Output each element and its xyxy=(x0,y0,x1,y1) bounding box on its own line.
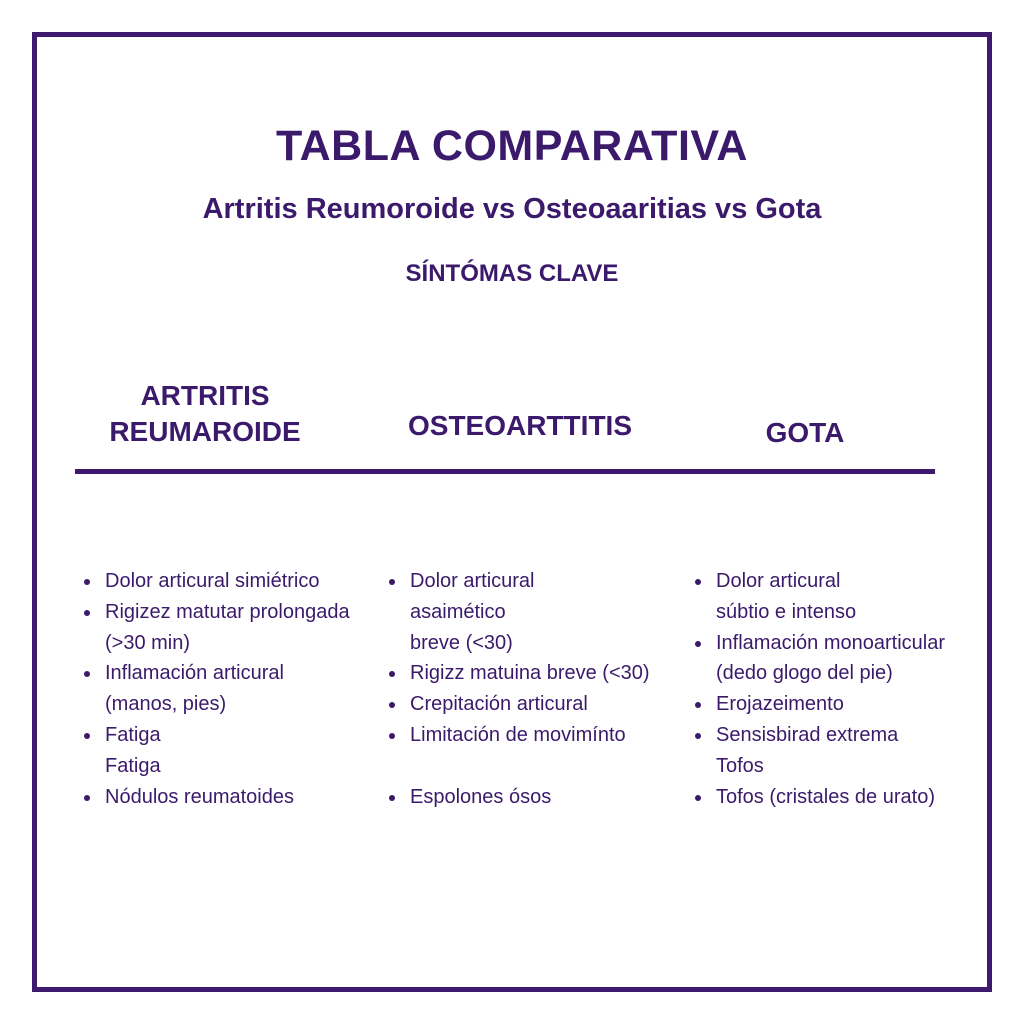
list-item: Dolor articural simiétrico xyxy=(82,566,382,597)
list-item: Erojazeimento xyxy=(693,689,993,720)
bullet-icon xyxy=(84,795,90,801)
page-subtitle: Artritis Reumoroide vs Osteoaaritias vs Gota xyxy=(202,193,822,225)
bullet-icon xyxy=(389,795,395,801)
bullet-icon xyxy=(389,671,395,677)
list-item: Rigizez matutar prolongada xyxy=(82,597,382,628)
column-header-line: GOTA xyxy=(765,417,845,448)
list-item-continuation: (dedo glogo del pie) xyxy=(716,662,893,685)
header-divider xyxy=(75,469,935,474)
column-header-line: REUMAROIDE xyxy=(109,416,301,447)
symptom-list-artritis-reumatoide xyxy=(82,566,382,812)
bullet-icon xyxy=(389,733,395,739)
list-item-continuation: súbtio e intenso xyxy=(716,600,857,623)
list-item: Crepitación articural xyxy=(387,689,687,720)
bullet-icon xyxy=(389,702,395,708)
list-item: Tofos (cristales de urato) xyxy=(693,782,993,813)
list-item-continuation: (>30 min) xyxy=(105,631,191,654)
page-title: TABLA COMPARATIVA xyxy=(276,122,748,170)
bullet-icon xyxy=(389,579,395,585)
bullet-icon xyxy=(84,671,90,677)
page-border-frame xyxy=(32,32,992,992)
list-item: Sensisbirad extrema xyxy=(693,720,993,751)
list-item: Inflamación articural xyxy=(82,658,382,689)
list-item: Dolor articural xyxy=(387,566,687,597)
list-item-continuation: Tofos xyxy=(716,754,764,777)
list-item: Espolones ósos xyxy=(387,782,687,813)
bullet-icon xyxy=(84,610,90,616)
column-header-gota xyxy=(720,415,890,451)
list-item: Inflamación monoarticular xyxy=(693,628,993,659)
bullet-icon xyxy=(695,795,701,801)
list-item-continuation: (manos, pies) xyxy=(105,693,227,716)
bullet-icon xyxy=(695,702,701,708)
column-header-line: ARTRITIS xyxy=(140,380,270,411)
bullet-icon xyxy=(84,733,90,739)
bullet-icon xyxy=(695,579,701,585)
bullet-icon xyxy=(695,733,701,739)
list-item-continuation: asaimético xyxy=(410,600,506,623)
list-spacer xyxy=(387,751,687,782)
bullet-icon xyxy=(695,641,701,647)
column-header-artritis-reumatoide xyxy=(90,378,320,450)
list-item: Dolor articural xyxy=(693,566,993,597)
symptom-list-osteoartritis xyxy=(387,566,687,812)
section-heading: SÍNTÓMAS CLAVE xyxy=(405,260,619,287)
list-item: Fatiga xyxy=(82,720,382,751)
list-item-continuation: breve (<30) xyxy=(410,631,513,654)
list-item: Nódulos reumatoides xyxy=(82,782,382,813)
list-item-continuation: Fatiga xyxy=(105,754,161,777)
column-header-line: OSTEOARTTITIS xyxy=(408,410,632,441)
symptom-list-gota xyxy=(693,566,993,812)
column-header-osteoartritis xyxy=(395,408,645,444)
bullet-icon xyxy=(84,579,90,585)
list-item: Rigizz matuina breve (<30) xyxy=(387,658,687,689)
list-item: Limitación de movimínto xyxy=(387,720,687,751)
